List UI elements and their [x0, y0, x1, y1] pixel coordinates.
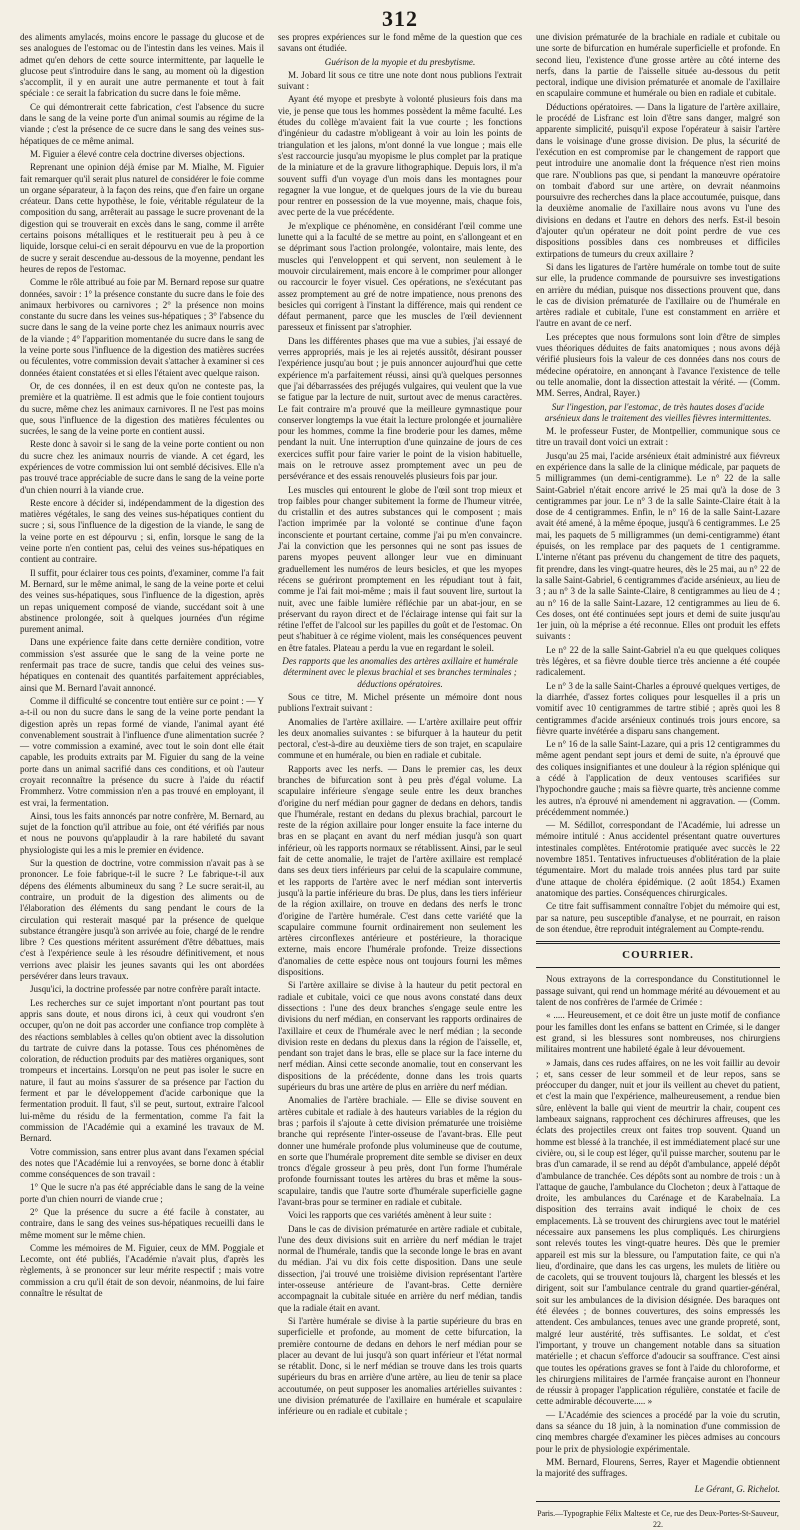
- paragraph: Le n° 22 de la salle Saint-Gabriel n'a eu que quelques coliques très légères, et sa fièvre double tierce très ancienne a été coupée radicalement.: [536, 644, 780, 678]
- paragraph: Les recherches sur ce sujet important n'ont pourtant pas tout appris sans doute, et nous dirons ici, à ceux qui voudront s'en occuper, qu'on ne doit pas accorder une confiance trop complète à des réactions semblables à celles qu'on obtient avec la dissolution du tartrate de cuivre dans la potasse. Tous ces phénomènes de coloration, de réduction produits par des matières organiques, sont trompeurs et incertains. Lorsqu'on ne peut pas isoler le sucre en nature, il faut au moins s'assurer de sa présence par l'action du ferment et par le développement d'acide carbonique que la fermentation produit. Il faut, s'il se peut, surtout, extraire l'alcool lui-même du résidu de la fermentation, comme l'a fait la commission de l'Académie qui a examiné les travaux de M. Bernard.: [20, 997, 264, 1144]
- paragraph: Ce titre fait suffisamment connaître l'objet du mémoire qui est, par sa nature, peu susceptible d'analyse, et ne pourrait, en raison de son étendue, être reproduit intégralement au Compte-rendu.: [536, 901, 780, 934]
- divider: [536, 1501, 780, 1502]
- paragraph: Les préceptes que nous formulons sont loin d'être de simples vues théoriques déduites de faits anatomiques ; nous avons déjà vérifié plusieurs fois la valeur de ces données dans nos cours de médecine opératoire, en annonçant à l'avance l'existence de telle ou telle anomalie, dont la dissection attestait la vérité. — (Comm. MM. Serres, Andral, Rayer.): [536, 331, 780, 399]
- paragraph: Comme les mémoires de M. Figuier, ceux de MM. Poggiale et Lecomte, ont été publiés, l'Académie n'avait plus, d'après les règlements, à se prononcer sur leur mérite respectif ; mais votre commission a cru qu'il était de son devoir, néanmoins, de lui faire connaître le résultat de: [20, 1242, 264, 1299]
- paragraph: Reste donc à savoir si le sang de la veine porte contient ou non du sucre chez les animaux nourris de viande. A cet égard, les expériences de votre commission lui ont semblé décisives. Elle n'a pas trouvé trace appréciable de sucre dans le sang de la veine porte d'un chien nourri à la viande crue.: [20, 439, 264, 495]
- paragraph: des aliments amylacés, moins encore le passage du glucose et de ses analogues de l'estomac ou de l'intestin dans les veines. Mais il admet qu'en dehors de cette source intermittente, par laquelle le glucose peut s'introduire dans le sang, au moment où la digestion s'accomplit, il y en aurait une autre permanente et tout à fait spéciale : ce serait la fabrication du sucre dans le foie même.: [20, 32, 264, 99]
- paragraph: Sur l'ingestion, par l'estomac, de très hautes doses d'acide arsénieux dans le traitement des vieilles fièvres intermittentes.: [544, 401, 772, 423]
- paragraph: Dans le cas de division prématurée en artère radiale et cubitale, l'une des deux divisions suit en arrière du nerf médian le trajet normal de l'humérale, tandis que la seconde longe le bras en avant du médian. J'ai vu dix fois cette disposition. Dans une seule dissection, j'ai trouvé une troisième division représentant l'artère inter-osseuse antérieure de l'avant-bras. Cette dernière accompagnait la cubitale située en arrière du nerf médian, tandis que la radiale était en avant.: [278, 1223, 522, 1313]
- paragraph: Anomalies de l'artère brachiale. — Elle se divise souvent en artères cubitale et radiale à des hauteurs variables de la région du bras ; parfois il s'ajoute à cette division prématurée une troisième branche qui représente l'inter-osseuse de l'avant-bras. Elle peut donner une humérale profonde plus volumineuse que de coutume, en sorte que l'humérale proprement dite semble se diviser en deux troncs d'égale grosseur à peu près, dont l'un forme l'humérale profonde fournissant toutes les artères du bras et même la sous-scapulaire, tandis que l'autre sorte d'humérale superficielle gagne l'avant-bras pour se terminer en radiale et cubitale.: [278, 1095, 522, 1207]
- paragraph: » Jamais, dans ces rudes affaires, on ne les voit faillir au devoir ; et, sans cesser de leur sommeil et de leur repos, sans se préoccuper du danger, nuit et jour ils veillent au chevet du patient, et c'est la main que l'expérience, malheureusement, a rendue bien sûre, enlèvent la balle qui vient de meurtrir la chair, coupent ces lambeaux saignans, rapprochent ces déchirures affreuses, que les éclats des projectiles creux ont faites trop souvent. Quand un homme est blessé à la tranchée, il est immédiatement placé sur une civière, ou, si le coup est léger, qu'il puisse marcher, soutenu par le bras d'un camarade, il se rend au dépôt d'ambulance, appelé dépôt d'ambulance de tranchée. Ces dépôts sont au nombre de trois : un à l'attaque de gauche, l'ambulance du Clocheton ; deux à l'attaque de droite, les ambulances du Carénage et de Karabelnaïa. La disposition des terrains avait indiqué le choix de ces emplacements. Là se trouvent des chirurgiens avec tout le matériel nécessaire aux pansemens les plus compliqués. Les chirurgiens sont relevés toutes les vingt-quatre heures. Dès que le premier appareil est mis sur la blessure, ou l'amputation faite, ce qui n'a lieu, d'ordinaire, que dans les cas urgens, les mulets de litière ou de cacolets, qui se trouvent toujours là, chargent les blessés et les dirigent, soit sur l'ambulance centrale du grand quartier-général, soit sur les ambulances de la division désignée. Des baraques ont été élevées ; de bonnes couvertures, des soins empressés les attendent. Ces ambulances, tenues avec une grande propreté, sont, malgré leur austérité, très suffisantes. Le soldat, et c'est l'important, y trouve un changement notable dans sa situation matérielle ; et chacun s'efforce d'adoucir sa souffrance. C'est ainsi que toutes les opérations graves se font à l'aide du chloroforme, et les chirurgiens militaires de l'armée française auront en l'honneur de réussir à propager l'application régulière, constatée et facile de cette admirable découverte..... »: [536, 1057, 780, 1407]
- paragraph: — L'Académie des sciences a procédé par la voie du scrutin, dans sa séance du 18 juin, à la nomination d'une commission de cinq membres chargée d'examiner les pièces admises au concours pour le prix de physiologie expérimentale.: [536, 1409, 780, 1454]
- paragraph: Sous ce titre, M. Michel présente un mémoire dont nous publions l'extrait suivant :: [278, 691, 522, 714]
- paragraph: Si l'artère axillaire se divise à la hauteur du petit pectoral en radiale et cubitale, voici ce que nous avons constaté dans deux dissections : l'une des deux branches s'engage seule entre les divisions du nerf médian, en conservant les rapports ordinaires de l'axillaire et ceux de l'humérale avec le nerf médian ; la seconde division reste en dedans du plexus dans la région de l'aisselle, et, pendant son trajet dans le bras, elle se place sur la face interne du nerf médian. Ainsi cette seconde anomalie, tout en conservant les dispositions de la précédente, donne dans les trois quarts supérieurs du bras une artère de plus en arrière du nerf médian.: [278, 980, 522, 1093]
- paragraph: Anomalies de l'artère axillaire. — L'artère axillaire peut offrir les deux anomalies suivantes : se bifurquer à la hauteur du petit pectoral, c'est-à-dire au deuxième tiers de son trajet, en scapulaire commune et en humérale, ou bien en radiale et cubitale.: [278, 716, 522, 761]
- paragraph: Or, de ces données, il en est deux qu'on ne conteste pas, la première et la quatrième. Il est admis que le foie contient toujours du sucre, même chez les animaux carnivores. Il ne l'est pas moins que, sous l'influence de la digestion des matières féculentes ou sucrées, le sang de la veine porte en contient aussi.: [20, 380, 264, 437]
- paragraph: Dans les différentes phases que ma vue a subies, j'ai essayé de verres appropriés, mais je les ai rejetés aussitôt, désirant pousser l'expérience jusqu'au bout ; je puis annoncer aujourd'hui que cette expérience m'a parfaitement réussi, ainsi qu'à quelques personnes que j'ai débarrassées des préjugés vulgaires, qui veulent que la vue se fatigue par la lecture de nuit, surtout avec de menus caractères. Le fait contraire m'a prouvé que la meilleure gymnastique pour conserver longtemps la vue était la lecture prolongée et journalière pour les hommes, comme la fine broderie pour les dames, même pendant la nuit. Une interruption d'une quinzaine de jours de ces exercices suffit pour faire varier le point de la vision habituelle, mais on le retrouve assez promptement avec un peu de persévérance et des essais renouvelés plusieurs fois par jour.: [278, 335, 522, 482]
- paragraph: Je m'explique ce phénomène, en considérant l'œil comme une lunette qui a la faculté de se mettre au point, en s'allongeant et en se déprimant sous l'action prolongée, volontaire, mais lente, des muscles qui l'enveloppent et qui servent, non seulement à le mouvoir circulairement, mais encore à le comprimer pour allonger ou raccourcir le foyer visuel. Ces opérations, ne s'exécutant pas assez promptement au gré de notre impatience, nous prenons des besicles qui corrigent à l'instant la différence, mais qui rendent ce défaut permanent, parce que les muscles de l'œil deviennent paresseux et finissent par s'atrophier.: [278, 220, 522, 333]
- paragraph: Voici les rapports que ces variétés amènent à leur suite :: [288, 1210, 492, 1221]
- paragraph: M. le professeur Fuster, de Montpellier, communique sous ce titre un travail dont voici un extrait :: [536, 426, 780, 448]
- paragraph: Il suffit, pour éclairer tous ces points, d'examiner, comme l'a fait M. Bernard, sur le même animal, le sang de la veine porte et celui des veines sus-hépatiques, sous l'influence de la digestion, après un repas uniquement composé de viande, succédant soit à une abstinence prolongée, soit à quelques journées d'un régime purement animal.: [20, 567, 264, 635]
- paragraph: ses propres expériences sur le fond même de la question que ces savans ont étudiée.: [278, 32, 522, 54]
- paragraph: — M. Sédillot, correspondant de l'Académie, lui adresse un mémoire intitulé : Anus accidentel présentant quatre ouvertures intestinales complètes. Entérotomie pratiquée avec succès le 22 novembre 1851. Tentatives infructueuses d'oblitération de la plaie tégumentaire. Mort du malade trois années plus tard par suite d'une attaque de choléra épidémique. (2 août 1854.) Examen anatomique des parties. Conséquences chirurgicales.: [536, 820, 780, 898]
- column-right: [536, 32, 780, 1530]
- paragraph: « ..... Heureusement, et ce doit être un juste motif de confiance pour les familles dont les enfans se battent en Crimée, si le danger est grand, si les blessures sont nombreuses, nos chirurgiens militaires montrent une habileté égale à leur dévouement.: [536, 1010, 780, 1055]
- paragraph: Reprenant une opinion déjà émise par M. Mialhe, M. Figuier fait remarquer qu'il serait plus naturel de considérer le foie comme un organe séparateur, à la façon des reins, que d'en faire un organe créateur. Dans cette hypothèse, le foie, véritable régulateur de la composition du sang, arrêterait au passage le sucre provenant de la digestion qui se trouverait en excès dans le sang, comme il arrête certains poisons métalliques et le restituerait peu à peu à ce liquide, lorsque celui-ci en serait dépourvu en vue de la proportion de sucre y serait descendue au-dessous de la moyenne, pendant les heures de repos de l'estomac.: [20, 162, 264, 274]
- imprint-line: Paris.—Typographie Félix Malteste et Ce, rue des Deux-Portes-St-Sauveur, 22.: [537, 1508, 779, 1530]
- paragraph: 2° Que la présence du sucre a été facile à constater, au contraire, dans le sang des veines sus-hépatiques recueilli dans le même moment sur le même chien.: [20, 1206, 264, 1240]
- paragraph: Ayant été myope et presbyte à volonté plusieurs fois dans ma vie, je pense que tous les hommes possèdent la même faculté. Les études du collège m'avaient fait la vue courte ; les fonctions d'ingénieur du cadastre m'obligeant à voir au loin les points de triangulation et les jalons, m'ont donné la vue longue ; mais elle s'est raccourcie jusqu'au myopisme le plus complet par la pratique de la miniature et de la gravure lithographique. Depuis lors, il m'a souvent suffi d'un voyage d'un mois dans les montagnes pour regagner la vue longue, et de quelques jours de la vie du bureau pour rentrer en possession de la vue moyenne, mais, chaque fois, avec perte de la vue précédente.: [278, 94, 522, 218]
- signature: Le Gérant, G. Richelot.: [694, 1483, 780, 1494]
- divider: [536, 967, 780, 968]
- paragraph: Nous extrayons de la correspondance du Constitutionnel le passage suivant, qui rend un hommage mérité au dévouement et au talent de nos confrères de l'armée de Crimée :: [536, 974, 780, 1008]
- paragraph: Les muscles qui entourent le globe de l'œil sont trop mieux et trop faibles pour changer subitement la forme de l'humeur vitrée, du cristallin et des autres substances qui le composent ; mais l'action imprimée par la volonté se continue d'une façon inconsciente et pourtant certaine, comme j'ai pu m'en convaincre. J'ai la conviction que les personnes qui ne sont pas issues de parens myopes peuvent allonger leur vue en diminuant graduellement les numéros de leurs besicles, et que les myopes récens se guériront promptement en les répudiant tout à fait, comme je l'ai fait moi-même ; mais il faut souvent lire, surtout la nuit, avec une faible lumière réfléchie par un abat-jour, en se préservant du rayon direct et de l'éclairage intense qui fait sur la rétine l'effet de l'alcool sur les papilles du goût et de l'estomac. On peut s'habituer à ce régime violent, mais les conséquences peuvent en être fatales. Plateau a perdu la vue en regardant le soleil.: [278, 484, 522, 653]
- column-middle: [278, 32, 522, 1417]
- paragraph: une division prématurée de la brachiale en radiale et cubitale ou une sorte de bifurcation en humérale superficielle et profonde. En second lieu, l'existence d'une grosse artère au côté interne des nerfs, dans la partie de l'aisselle située au-dessous du petit pectoral, indique une division prématurée et anomale de l'axillaire en scapulaire commune et humérale ou bien en radiale et cubitale.: [536, 32, 780, 99]
- paragraph: M. Figuier a élevé contre cela doctrine diverses objections.: [30, 148, 245, 159]
- columns: [20, 32, 780, 1530]
- paragraph: Sur la question de doctrine, votre commission n'avait pas à se prononcer. Le foie fabrique-t-il le sucre ? Le fabrique-t-il aux dépens des éléments albumineux du sang ? Le sucre serait-il, au contraire, un produit de la digestion des aliments ou de l'élaboration des éléments du sang pendant le cours de la circulation qui resterait masqué par la présence de quelque substance étrangère jusqu'à son arrivée au foie, chargé de le rendre libre ? Ces questions méritent assurément d'être débattues, mais c'est à l'expérience seule à les résoudre définitivement, et nous verrions avec plaisir les jeunes savants qui les ont abordées persévérer dans leurs travaux.: [20, 858, 264, 982]
- paragraph: 1° Que le sucre n'a pas été appréciable dans le sang de la veine porte d'un chien nourri de viande crue ;: [20, 1182, 264, 1204]
- paragraph: Déductions opératoires. — Dans la ligature de l'artère axillaire, le procédé de Lisfranc est loin d'être sans danger, malgré son apparente simplicité, puisqu'il expose l'opérateur à saisir l'artère dans le voisinage d'une grosse division. De plus, la sécurité de l'exécution en est compromise par le changement de rapport que peut introduire une anomalie dont la fréquence n'est rien moins que rare. N'oublions pas que, si pendant la manœuvre opératoire on tombait d'abord sur une artère, on devrait néanmoins poursuivre des recherches dans la place accoutumée, puisque, dans la deuxième anomalie de l'axillaire nous avons vu l'une des divisions en dedans et l'autre en dehors des nerfs. Est-il besoin d'ajouter qu'un opérateur ne doit point perdre de vue ces dispositions possibles dans ces nombreuses et difficiles extirpations de tumeurs du creux axillaire ?: [536, 101, 780, 259]
- paragraph: Votre commission, sans entrer plus avant dans l'examen spécial des notes que l'Académie lui a renvoyées, se borne donc à établir comme conséquences de son travail :: [20, 1146, 264, 1180]
- paragraph: Comme le rôle attribué au foie par M. Bernard repose sur quatre données, savoir : 1° la présence constante du sucre dans le foie des animaux herbivores ou carnivores ; 2° la présence non moins constante du sucre dans les veines sus-hépatiques ; 3° l'absence du sucre dans le sang de la veine porte chez les animaux nourris avec de la viande ; 4° l'apparition momentanée du sucre dans le sang de la veine porte sous l'influence de la digestion des matières sucrées ou féculentes, votre commission devait s'attacher à examiner si ces données étaient constatées et si elles l'étaient avec quelque raison.: [20, 277, 264, 378]
- paragraph: Reste encore à décider si, indépendamment de la digestion des matières végétales, le sang des veines sus-hépatiques contient du sucre ; si, sous l'influence de la digestion de la viande, le sang de la veine porte en est dépourvu ; si, enfin, lorsque le sang de la veine porte n'en contient pas, celui des veines sus-hépatiques en contient au contraire.: [20, 497, 264, 565]
- courrier-title: COURRIER.: [622, 949, 694, 962]
- paragraph: Dans une expérience faite dans cette dernière condition, votre commission s'est assurée que le sang de la veine porte ne renfermait pas trace de sucre, tandis que celui des veines sus-hépatiques en contenait des quantités parfaitement appréciables, ainsi que M. Bernard l'avait annoncé.: [20, 637, 264, 693]
- paragraph: MM. Bernard, Flourens, Serres, Rayer et Magendie obtiennent la majorité des suffrages.: [536, 1456, 780, 1479]
- paragraph: Rapports avec les nerfs. — Dans le premier cas, les deux branches de bifurcation sont à peu près d'égal volume. La scapulaire inférieure s'engage seule entre les deux branches d'origine du nerf médian pour gagner de dedans en dehors, tandis que l'humérale, restant en dedans du plexus brachial, parcourt le reste de la région axillaire pour longer ensuite la face interne du bras en se plaçant en avant du nerf médian jusqu'à son quart inférieur, où les rapports normaux se rétablissent. Ainsi, par le seul fait de cette anomalie, le trajet de l'artère axillaire est remplacé dans ses deux tiers inférieurs par celui de la scapulaire commune, et les rapports de l'artère avec le nerf médian sont intervertis jusqu'à la partie inférieure du bras. De plus, dans les tiers inférieur de la région axillaire, on trouve en dedans des nerfs le tronc d'origine de l'artère humérale. C'est dans cette variété que la scapulaire commune fournit ordinairement non seulement les artères circonflexes antérieure et postérieure, la thoracique externe, mais encore l'humérale profonde. Treize dissections d'anomalies de cette espèce nous ont toujours fourni les mêmes dispositions.: [278, 763, 522, 978]
- paragraph: M. Jobard lit sous ce titre une note dont nous publions l'extrait suivant :: [278, 69, 522, 92]
- page-number: 312: [382, 6, 418, 31]
- section-heading: Des rapports que les anomalies des artères axillaire et humérale déterminent avec le plexus brachial et ses branches terminales ; déductions opératoires.: [282, 656, 518, 689]
- column-left: [20, 32, 264, 1299]
- paragraph: Jusqu'au 25 mai, l'acide arsénieux était administré aux fiévreux en expérience dans la salle de la clinique médicale, par paquets de 5 milligrammes (un demi-centigramme). Le n° 22 de la salle Saint-Gabriel n'était encore arrivé le 25 mai qu'à la dose de 3 centigrammes par jour. Le n° 3 de la salle Sainte-Claire était à la dose de 4 centigrammes. Enfin, le n° 16 de la salle Saint-Lazare avait été amené, à la même époque, jusqu'à 6 centigrammes. Le 25 mai, les paquets de 5 milligrammes (un demi-centigramme) étant épuisés, on les remplace par des paquets de 1 centigramme. L'interne n'étant pas prévenu du changement de titre des paquets, fit prendre, dans les vingt-quatre heures, dès le 25 mai, au n° 22 de la salle Saint-Gabriel, 6 centigrammes d'acide arsénieux, au lieu de 3 ; au n° 3 de la salle Sainte-Claire, 8 centigrammes au lieu de 4 ; au n° 16 de la salle Saint-Lazare, 12 centigrammes au lieu de 6. Ces doses, ont été continuées sept jours et demi de suite jusqu'au 1er juin, où la méprise a été reconnue. Elles ont produit les effets suivants :: [536, 450, 780, 642]
- paragraph: Jusqu'ici, la doctrine professée par notre confrère paraît intacte.: [30, 984, 261, 995]
- paragraph: Le n° 3 de la salle Saint-Charles a éprouvé quelques vertiges, de la diarrhée, d'assez fortes coliques pour lesquelles il a pris un vomitif avec 10 centigrammes de tartre stibié ; après quoi les 8 centigrammes d'acide arsénieux continués trois jours encore, sa fièvre quarte invétérée a disparu sans changement.: [536, 680, 780, 736]
- section-heading: Guérison de la myopie et du presbytisme.: [324, 56, 476, 67]
- paragraph: Ce qui démontrerait cette fabrication, c'est l'absence du sucre dans le sang de la veine porte d'un animal soumis au régime de la viande ; c'est la présence de ce sucre dans le sang des veines sus-hépatiques de ce même animal.: [20, 101, 264, 146]
- paragraph: Si l'artère humérale se divise à la partie supérieure du bras en superficielle et profonde, au moment de cette bifurcation, la première contourne de dedans en dehors le nerf médian pour se placer au devant de lui jusqu'à son quart inférieur et l'état normal se rétablit. Donc, si le nerf médian se trouve dans les trois quarts supérieurs du bras en arrière d'une artère, au lieu de tenir sa place accoutumée, on peut supposer les anomalies artérielles suivantes : une division prématurée de l'axillaire en humérale et scapulaire inférieure ou en radiale et cubitale ;: [278, 1315, 522, 1417]
- paragraph: Si dans les ligatures de l'artère humérale on tombe tout de suite sur elle, la prudence commande de poursuivre ses investigations en arrière du médian, puisque nos dissections prouvent que, dans le cas de division prématurée de l'axillaire ou de l'humérale en artères radiale et cubitale, l'une est constamment en arrière et l'autre en avant de ce nerf.: [536, 261, 780, 329]
- paragraph: Le n° 16 de la salle Saint-Lazare, qui a pris 12 centigrammes du même agent pendant sept jours et demi de suite, n'a éprouvé que des coliques insignifiantes et une douleur à la région splénique qui a cédé à l'application de deux ventouses scarifiées sur l'hypochondre gauche ; mais sa fièvre quarte, très ancienne comme les autres, n'a éprouvé ni amendement ni aggravation. — (Comm. précédemment nommée.): [536, 739, 780, 817]
- paragraph: Comme il difficulté se concentre tout entière sur ce point : — Y a-t-il ou non du sucre dans le sang de la veine porte pendant la digestion après un repas formé de viande, l'animal ayant été convenablement soustrait à l'influence d'une alimentation sucrée ? — votre commission a examiné, avec tout le soin dont elle était capable, les produits extraits par M. Figuier du sang de la veine porte dans un animal sacrifié dans ces conditions, et où l'auteur croyait reconnaître la présence du sucre à l'aide du réactif Frommherz. Votre commission n'en a pas trouvé en employant, il est vrai, la fermentation.: [20, 695, 264, 808]
- paragraph: Ainsi, tous les faits annoncés par notre confrère, M. Bernard, au sujet de la fonction qu'il attribue au foie, ont été vérifiés par nous et nous ne pouvons qu'applaudir à la rare habileté du savant physiologiste qui les a mis le premier en évidence.: [20, 810, 264, 855]
- divider: [536, 941, 780, 944]
